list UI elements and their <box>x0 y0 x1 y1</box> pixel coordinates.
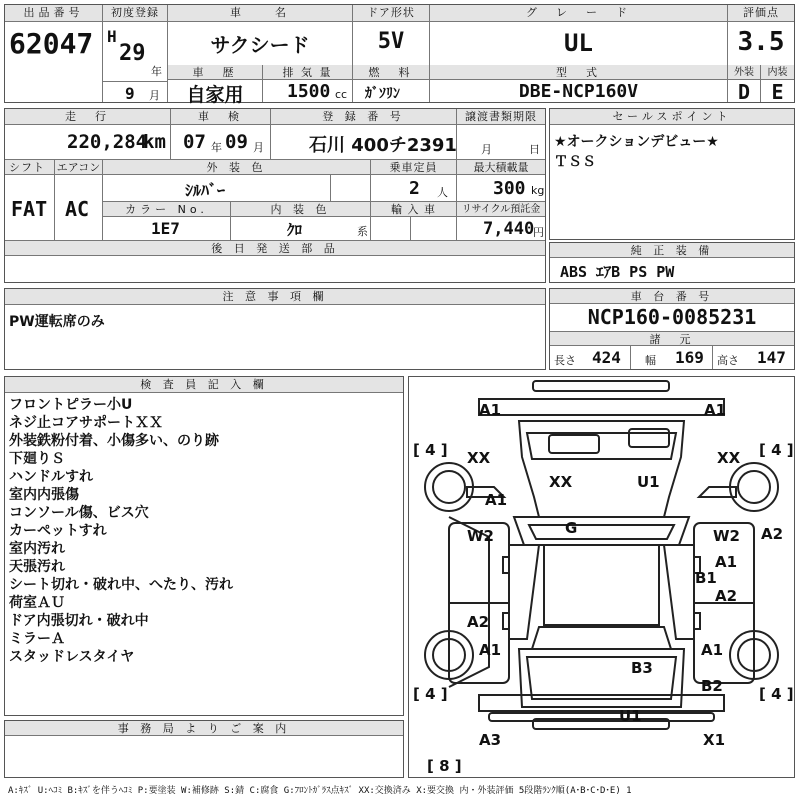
lot-cell <box>5 5 103 102</box>
model-cell <box>430 65 728 102</box>
colorno-cell <box>103 217 231 240</box>
header-box <box>4 4 795 106</box>
shaken-cell <box>171 125 271 159</box>
ac-value: AC <box>65 197 90 221</box>
notes-label: 注 意 事 項 欄 <box>5 289 545 305</box>
damage-mark: A1 <box>479 401 502 419</box>
intcolor-unit: 系 <box>357 225 368 238</box>
chassis-box <box>549 288 795 370</box>
lot-number: 62047 <box>9 27 94 60</box>
damage-mark: U1 <box>619 707 642 725</box>
capacity-cell <box>371 175 457 201</box>
inspector-lines <box>9 396 233 666</box>
recycle-value: 7,440 <box>483 219 535 239</box>
shift-label: シフト <box>5 160 55 175</box>
import-label: 輸 入 車 <box>371 202 457 217</box>
inspector-line: 天張汚れ <box>9 559 65 575</box>
height-cell <box>713 346 794 369</box>
recycle-cell <box>457 217 545 240</box>
grade-value: UL <box>564 29 593 57</box>
damage-mark: A1 <box>704 401 727 419</box>
inspector-line: ハンドルすれ <box>9 469 93 485</box>
height-value: 147 <box>757 348 786 367</box>
damage-mark: B3 <box>631 659 653 677</box>
width-value: 169 <box>675 348 704 367</box>
legend: A:ｷｽﾞ U:ﾍｺﾐ B:ｷｽﾞを伴うﾍｺﾐ P:要塗装 W:補修跡 S:錆 C:腐食 G:ﾌﾛﾝﾄｶﾞﾗｽ点ｷｽﾞ XX:交換済み X:要交換 内・外装評価 5段階ﾗﾝｸ順(A･B･C･D･E) 1 <box>8 786 632 796</box>
load-value: 300 <box>493 178 526 199</box>
history-label: 車 歴 <box>168 65 262 80</box>
door-label: ドア形状 <box>353 5 429 22</box>
inspector-line: シート切れ・破れ中、へたり、汚れ <box>9 577 233 593</box>
inspector-line: 室内内張傷 <box>9 487 79 503</box>
shift-value: FAT <box>11 197 48 221</box>
later-parts-label: 後 日 発 送 部 品 <box>5 241 545 256</box>
fuel-label: 燃 料 <box>353 65 429 80</box>
recycle-label: リサイクル預託金 <box>457 202 545 217</box>
transfer-cell <box>457 125 545 159</box>
disp-value: 1500 <box>287 81 331 102</box>
inspector-line: 下廻りＳ <box>9 451 65 467</box>
damage-mark: G <box>565 519 578 537</box>
width-cell <box>631 346 713 369</box>
damage-mark: A2 <box>467 613 490 631</box>
length-cell <box>550 346 631 369</box>
width-label: 幅 <box>645 354 656 367</box>
shaken-month: 09 <box>225 131 248 153</box>
damage-mark: B2 <box>701 677 723 695</box>
plate-cell <box>271 125 457 159</box>
month-unit: 月 <box>149 89 160 102</box>
lot-label: 出品番号 <box>5 5 102 22</box>
color-value: ｼﾙﾊﾞｰ <box>185 181 226 200</box>
intcolor-label: 内 装 色 <box>231 202 371 217</box>
height-label: 高さ <box>717 354 739 367</box>
inspector-line: コンソール傷、ビス穴 <box>9 505 149 521</box>
reg-month: 9 <box>125 84 135 103</box>
ac-label: エアコン <box>55 160 103 175</box>
color-extra-cell <box>331 175 371 201</box>
tire-tread-depth: [ 4 ] <box>413 441 448 459</box>
disp-unit: cc <box>335 88 348 101</box>
info-box <box>4 108 546 283</box>
equipment-box <box>549 242 795 283</box>
damage-mark: XX <box>717 449 741 467</box>
chassis-value: NCP160-0085231 <box>587 305 757 329</box>
damage-diagram <box>408 376 795 778</box>
import-cell-a <box>371 217 411 240</box>
load-cell <box>457 175 545 201</box>
ext-value: D <box>737 80 751 104</box>
name-cell <box>168 5 353 65</box>
shaken-month-unit: 月 <box>253 141 264 154</box>
inspector-line: 荷室ＡＵ <box>9 595 65 611</box>
era: H <box>107 27 117 46</box>
capacity-label: 乗車定員 <box>371 160 457 175</box>
inspector-line: スタッドレスタイヤ <box>9 649 135 665</box>
equipment-label: 純 正 装 備 <box>550 243 794 258</box>
damage-mark: X1 <box>703 731 726 749</box>
load-label: 最大積載量 <box>457 160 545 175</box>
disp-label: 排 気 量 <box>263 65 352 80</box>
ext-rating-cell <box>728 65 761 102</box>
shaken-year: 07 <box>183 131 206 153</box>
tire-tread-depth: [ 8 ] <box>427 757 462 775</box>
colorno-label: カラー No. <box>103 202 231 217</box>
history-value: 自家用 <box>186 84 244 106</box>
transfer-label: 譲渡書類期限 <box>457 109 545 125</box>
fuel-cell <box>353 65 430 102</box>
damage-mark: A1 <box>485 491 508 509</box>
score-label: 評価点 <box>728 5 794 22</box>
damage-mark: A1 <box>715 553 738 571</box>
damage-mark: A1 <box>479 641 502 659</box>
intcolor-value: ｸﾛ <box>287 221 303 239</box>
shift-cell <box>5 175 55 240</box>
ac-cell <box>55 175 103 240</box>
score-value: 3.5 <box>737 27 785 57</box>
inspector-line: カーペットすれ <box>9 523 107 539</box>
shaken-label: 車 検 <box>171 109 271 125</box>
equipment-value: ABS ｴｱB PS PW <box>560 263 675 281</box>
year-unit: 年 <box>151 65 162 78</box>
chassis-label: 車 台 番 号 <box>550 289 794 304</box>
color-cell <box>103 175 331 201</box>
displacement-cell <box>263 65 353 102</box>
damage-mark: W2 <box>467 527 494 545</box>
score-cell <box>728 5 794 65</box>
sales-line-2: ＴＳＳ <box>554 154 596 170</box>
reg-year: 29 <box>119 41 146 66</box>
reg-label: 初度登録 <box>103 5 167 22</box>
capacity-value: 2 <box>409 178 420 199</box>
int-rating-cell <box>761 65 794 102</box>
sales-label: セールスポイント <box>550 109 794 125</box>
damage-mark: XX <box>467 449 491 467</box>
tire-tread-depth: [ 4 ] <box>759 441 794 459</box>
inspector-line: ミラーＡ <box>9 631 65 647</box>
history-cell <box>168 65 263 106</box>
damage-mark: XX <box>549 473 573 491</box>
mileage-unit: km <box>143 131 166 153</box>
colorno-value: 1E7 <box>151 219 180 238</box>
length-value: 424 <box>592 348 621 367</box>
mileage-label: 走 行 <box>5 109 171 125</box>
grade-label: グ レ ー ド <box>430 5 727 22</box>
capacity-unit: 人 <box>437 186 448 199</box>
model-value: DBE-NCP160V <box>518 81 639 102</box>
mileage-cell <box>5 125 171 159</box>
damage-mark: U1 <box>637 473 660 491</box>
fuel-value: ｶﾞｿﾘﾝ <box>365 86 400 102</box>
length-label: 長さ <box>554 354 576 367</box>
damage-mark: B1 <box>695 569 717 587</box>
registration-cell <box>103 5 168 102</box>
grade-cell <box>430 5 728 65</box>
inspector-line: 室内汚れ <box>9 541 65 557</box>
damage-mark: A3 <box>479 731 502 749</box>
mileage-value: 220,284 <box>67 131 148 153</box>
transfer-month-unit: 月 <box>481 143 492 156</box>
shaken-year-unit: 年 <box>211 141 222 154</box>
damage-mark: A2 <box>761 525 784 543</box>
inspector-label: 検 査 員 記 入 欄 <box>5 377 403 393</box>
load-unit: kg <box>531 184 545 197</box>
notes-box <box>4 288 546 370</box>
sales-line-1: ★オークションデビュー★ <box>554 134 719 150</box>
ext-label: 外装 <box>728 65 760 80</box>
tire-tread-depth: [ 4 ] <box>413 685 448 703</box>
transfer-day-unit: 日 <box>529 143 540 156</box>
damage-mark: W2 <box>713 527 740 545</box>
car-outline-svg <box>409 377 794 777</box>
name-label: 車 名 <box>168 5 352 22</box>
plate-label: 登 録 番 号 <box>271 109 457 125</box>
door-cell <box>353 5 430 65</box>
inspector-line: ネジ止コアサポートＸＸ <box>9 415 163 431</box>
tire-tread-depth: [ 4 ] <box>759 685 794 703</box>
sales-box <box>549 108 795 240</box>
plate-value: 石川 400チ2391 <box>309 135 457 156</box>
inspector-line: 外装鉄粉付着、小傷多い、のり跡 <box>9 433 219 449</box>
car-name: サクシード <box>210 33 310 57</box>
damage-mark: A2 <box>715 587 738 605</box>
inspector-line: フロントピラー小U <box>9 397 133 413</box>
door-value: 5V <box>377 29 405 54</box>
office-box <box>4 720 404 778</box>
import-cell-b <box>411 217 457 240</box>
int-label: 内装 <box>761 65 794 80</box>
model-label: 型 式 <box>430 65 727 80</box>
damage-mark: A1 <box>701 641 724 659</box>
inspector-line: ドア内張切れ・破れ中 <box>9 613 149 629</box>
specs-label: 諸 元 <box>550 331 794 346</box>
notes-value: PW運転席のみ <box>9 314 105 330</box>
inspector-box <box>4 376 404 716</box>
int-value: E <box>771 80 784 104</box>
color-label: 外 装 色 <box>103 160 371 175</box>
office-label: 事 務 局 よ り ご 案 内 <box>5 721 403 736</box>
recycle-unit: 円 <box>533 226 544 239</box>
intcolor-cell <box>231 217 371 240</box>
